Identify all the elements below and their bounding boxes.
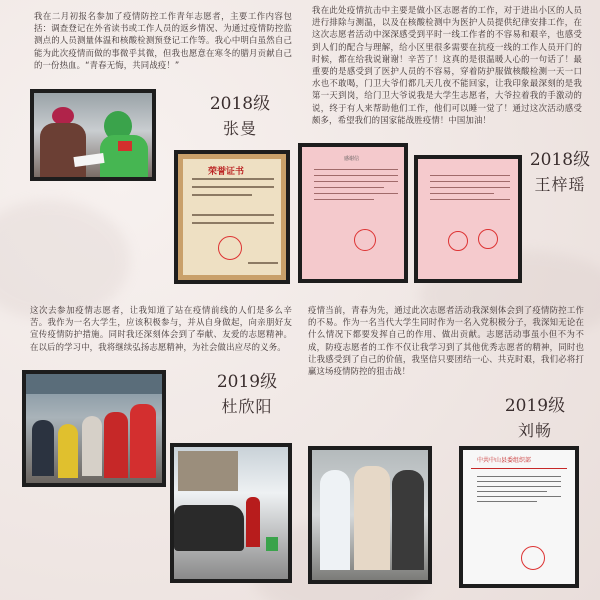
volunteer-name: 王梓瑶 bbox=[534, 175, 586, 194]
volunteer-statement-zhangman: 我在二月初报名参加了疫情防控工作青年志愿者，主要工作内容包括：调查登记在外省读书或工作人员的返乡情况、为通过疫情防控监测点的人员测量体温和核酸检测预登记工作等。我心中明白虽然自己能为此次疫情而做的事微乎其微，但我也愿意在寒冬的腊月贡献自己的一份热血。“青春无悔，共同战疫！” bbox=[34, 11, 292, 70]
volunteer-statement-wangziyao: 我在此处疫情抗击中主要是做小区志愿者的工作，对于进出小区的人员进行排除与测温，以及在核酸检测中为医护人员提供纪律安排工作，在这次志愿者活动中深深感受到平时一线工作者的不容易和艰辛，也感受到人们的配合与理解，给小区里很多需要在抗疫一线的工作人员开门的时候，都在给我说谢谢！辛苦了！这真的是很温暖人心的一句话了！最重要的是感受到了医护人员的不容易，穿着防护服做核酸检测一天一口水也不敢喝，门卫大爷们都几天几夜不能回家，让我印象最深刻的是我第一天到岗，给门卫大爷说我是大学生志愿者，大爷拉着我的手激动的说，终于有人来帮助他们工作，他们可以睡一觉了！通过这次活动感受颇多，希望我们的国家能战胜疫情！中国加油！ bbox=[312, 5, 582, 125]
volunteer-class-year: 2019级 bbox=[504, 396, 566, 416]
photo-official-letter bbox=[459, 446, 579, 588]
red-seal-icon bbox=[521, 546, 545, 570]
certificate-title: 荣誉证书 bbox=[208, 167, 245, 177]
volunteer-class-year: 2019级 bbox=[216, 372, 278, 392]
volunteer-class-year: 2018级 bbox=[209, 94, 271, 114]
volunteer-name-block bbox=[210, 372, 284, 418]
letter-heading: 感谢信 bbox=[344, 156, 360, 162]
volunteer-name: 杜欣阳 bbox=[221, 397, 273, 416]
photo-checkpoint-car bbox=[170, 443, 292, 583]
photo-thank-you-letter-2 bbox=[414, 155, 522, 283]
letter-organization: 中共中山县委组织部 bbox=[477, 457, 532, 464]
volunteer-class-year: 2018级 bbox=[529, 150, 591, 170]
photo-thank-you-letter bbox=[298, 143, 408, 283]
red-seal-icon bbox=[448, 231, 468, 251]
photo-street-volunteers bbox=[22, 370, 166, 487]
red-seal-icon bbox=[478, 229, 498, 249]
volunteer-name: 张曼 bbox=[222, 119, 257, 138]
photo-honor-certificate bbox=[174, 150, 290, 284]
background-stain bbox=[0, 200, 130, 320]
red-seal-icon bbox=[218, 236, 242, 260]
volunteer-statement-duxinyang: 这次去参加疫情志愿者，让我知道了站在疫情前线的人们是多么辛苦。我作为一名大学生，应该积极参与，并从自身做起，向亲朋好友宣传疫情防护措施。同时我还深刻体会到了奉献、友爱的志愿精神。在以后的学习中，我将继续弘扬志愿精神，为社会做出应尽的义务。 bbox=[30, 305, 292, 352]
red-seal-icon bbox=[354, 229, 376, 251]
photo-registration-desk bbox=[30, 89, 156, 181]
volunteer-name-block bbox=[500, 396, 570, 442]
photo-ppe-checkpoint bbox=[308, 446, 432, 584]
volunteer-statement-liuchang: 疫情当前，青春为先，通过此次志愿者活动我深刻体会到了疫情防控工作的不易。作为一名当代大学生同时作为一名入党积极分子，我深知无论在什么情况下都要发挥自己的作用、做出贡献。志愿活动事虽小但不为不成，防疫志愿者的工作不仅让我学习到了其他优秀志愿者的精神，同时也让我感受到了自己的价值，我坚信只要团结一心、共克时艰，我们必将打赢这场疫情防控的狙击战！ bbox=[308, 305, 584, 377]
volunteer-name-block bbox=[520, 150, 600, 196]
volunteer-name: 刘畅 bbox=[517, 421, 552, 440]
volunteer-name-block bbox=[200, 94, 280, 140]
